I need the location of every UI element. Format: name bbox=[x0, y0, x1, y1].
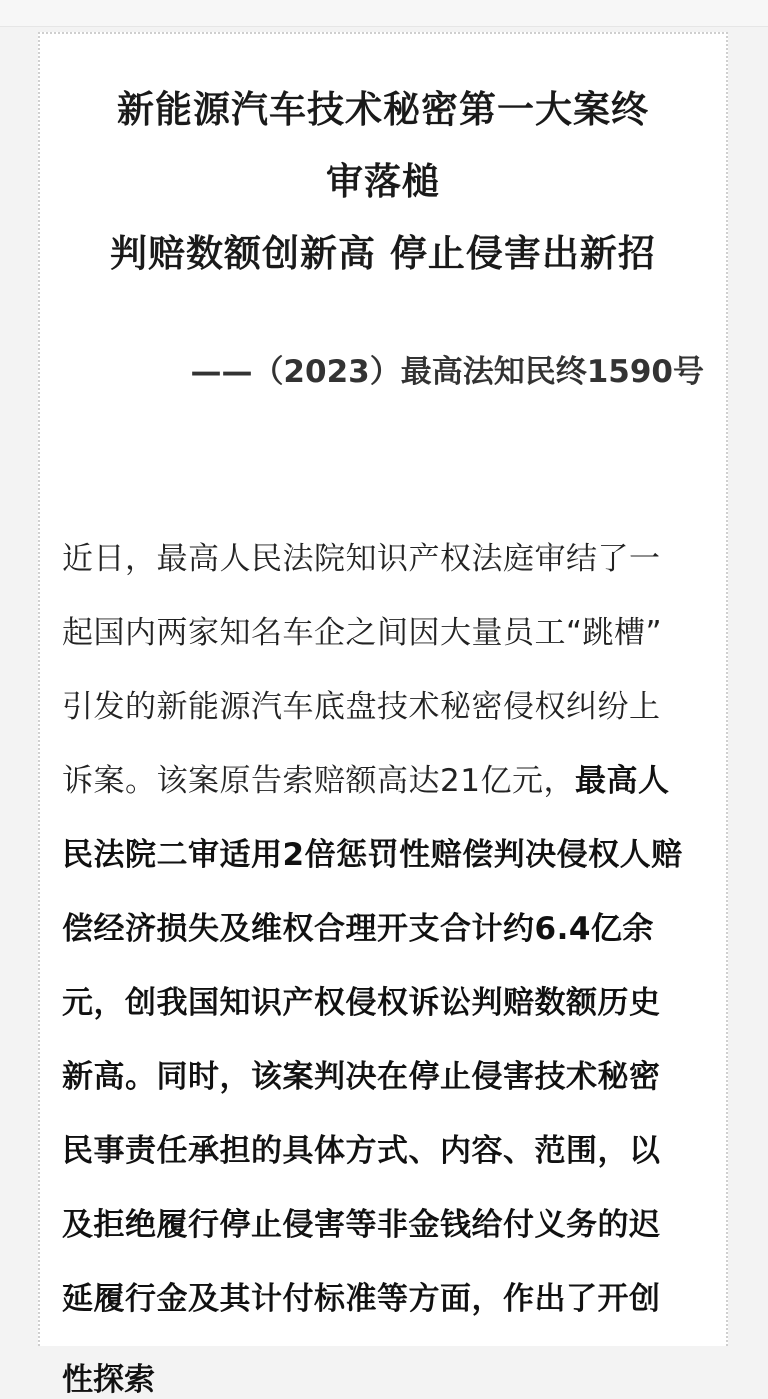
body-line bbox=[62, 966, 708, 1040]
body-line bbox=[62, 744, 708, 818]
title-line: 新能源汽车技术秘密第一大案终 bbox=[117, 88, 649, 131]
body-line bbox=[62, 1040, 708, 1114]
body-text-strong: 新高。同时，该案判决在停止侵害技术秘密 bbox=[62, 1059, 661, 1095]
body-text-strong: 最高人 bbox=[574, 763, 670, 799]
body-text-strong: 延履行金及其计付标准等方面，作出了开创 bbox=[62, 1281, 661, 1317]
article-title bbox=[40, 74, 726, 290]
body-text-normal: 诉案。该案原告索赔额高达21亿元， bbox=[62, 763, 575, 799]
body-text-strong: 民法院二审适用2倍惩罚性赔偿判决侵权人赔 bbox=[62, 837, 683, 873]
top-bar bbox=[0, 0, 768, 27]
body-line bbox=[62, 670, 708, 744]
cut-off-line bbox=[62, 1362, 182, 1398]
body-text-strong: 及拒绝履行停止侵害等非金钱给付义务的迟 bbox=[62, 1207, 661, 1243]
body-line bbox=[62, 892, 708, 966]
case-citation: ——（2023）最高法知民终1590号 bbox=[190, 354, 704, 390]
body-line bbox=[62, 1114, 708, 1188]
article-card bbox=[38, 32, 728, 1398]
title-line: 审落槌 bbox=[326, 160, 440, 203]
body-line bbox=[62, 522, 708, 596]
body-line bbox=[62, 596, 708, 670]
title-line: 判赔数额创新高 停止侵害出新招 bbox=[110, 232, 656, 275]
body-line bbox=[62, 1262, 708, 1336]
body-line bbox=[62, 818, 708, 892]
body-text-normal: 起国内两家知名车企之间因大量员工“跳槽” bbox=[62, 615, 663, 651]
body-text-strong: 偿经济损失及维权合理开支合计约6.4亿余 bbox=[62, 911, 654, 947]
body-line bbox=[62, 1188, 708, 1262]
body-text-strong: 民事责任承担的具体方式、内容、范围，以 bbox=[62, 1133, 661, 1169]
cut-off-text: 性探索 bbox=[62, 1362, 155, 1398]
article-body bbox=[62, 522, 708, 1336]
body-text-normal: 引发的新能源汽车底盘技术秘密侵权纠纷上 bbox=[62, 689, 661, 725]
body-text-normal: 近日，最高人民法院知识产权法庭审结了一 bbox=[62, 541, 661, 577]
body-text-strong: 元，创我国知识产权侵权诉讼判赔数额历史 bbox=[62, 985, 661, 1021]
